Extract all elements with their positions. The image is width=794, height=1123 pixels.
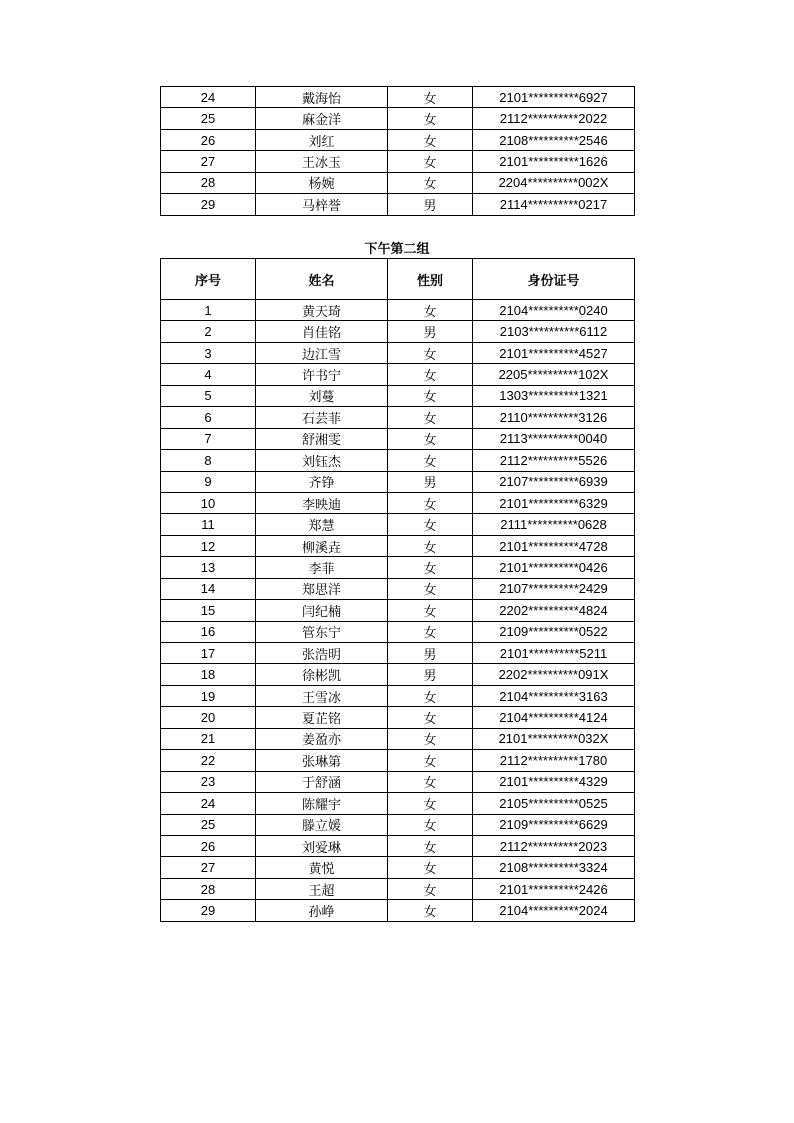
cell-name: 许书宁 (256, 364, 388, 385)
cell-number: 12 (161, 535, 256, 556)
cell-number: 19 (161, 685, 256, 706)
roster-table-body (161, 87, 635, 216)
cell-gender: 女 (388, 857, 473, 878)
cell-id-number: 2109**********6629 (473, 814, 635, 835)
cell-number: 9 (161, 471, 256, 492)
cell-id-number: 2108**********2546 (473, 129, 635, 150)
cell-name: 徐彬凯 (256, 664, 388, 685)
cell-number: 2 (161, 321, 256, 342)
cell-number: 3 (161, 342, 256, 363)
cell-id-number: 2101**********6329 (473, 492, 635, 513)
table-row (161, 557, 635, 578)
cell-id-number: 2104**********4124 (473, 707, 635, 728)
table-row (161, 492, 635, 513)
cell-id-number: 2205**********102X (473, 364, 635, 385)
cell-number: 28 (161, 878, 256, 899)
cell-id-number: 2111**********0628 (473, 514, 635, 535)
table-row (161, 151, 635, 172)
cell-id-number: 2101**********032X (473, 728, 635, 749)
cell-gender: 女 (388, 728, 473, 749)
cell-gender: 女 (388, 814, 473, 835)
cell-number: 24 (161, 87, 256, 108)
cell-number: 27 (161, 857, 256, 878)
cell-number: 22 (161, 750, 256, 771)
cell-number: 29 (161, 194, 256, 215)
cell-number: 29 (161, 900, 256, 921)
cell-name: 姜盈亦 (256, 728, 388, 749)
table-row (161, 685, 635, 706)
cell-number: 17 (161, 643, 256, 664)
cell-name: 管东宁 (256, 621, 388, 642)
cell-name: 戴海怡 (256, 87, 388, 108)
cell-name: 刘钰杰 (256, 450, 388, 471)
cell-number: 26 (161, 835, 256, 856)
cell-gender: 女 (388, 535, 473, 556)
cell-id-number: 2107**********2429 (473, 578, 635, 599)
cell-gender: 女 (388, 450, 473, 471)
cell-gender: 女 (388, 793, 473, 814)
cell-id-number: 2112**********1780 (473, 750, 635, 771)
cell-number: 11 (161, 514, 256, 535)
cell-name: 刘蔓 (256, 385, 388, 406)
cell-gender: 女 (388, 342, 473, 363)
table-row (161, 172, 635, 193)
cell-name: 王超 (256, 878, 388, 899)
table-row (161, 108, 635, 129)
header-name: 姓名 (256, 259, 388, 300)
cell-id-number: 2109**********0522 (473, 621, 635, 642)
cell-number: 24 (161, 793, 256, 814)
cell-number: 20 (161, 707, 256, 728)
cell-number: 10 (161, 492, 256, 513)
cell-number: 28 (161, 172, 256, 193)
cell-number: 18 (161, 664, 256, 685)
table-row (161, 793, 635, 814)
cell-name: 张浩明 (256, 643, 388, 664)
cell-id-number: 2101**********0426 (473, 557, 635, 578)
cell-id-number: 2101**********4329 (473, 771, 635, 792)
cell-name: 于舒涵 (256, 771, 388, 792)
cell-id-number: 2202**********4824 (473, 600, 635, 621)
cell-gender: 女 (388, 707, 473, 728)
cell-id-number: 2101**********4728 (473, 535, 635, 556)
cell-name: 夏芷铭 (256, 707, 388, 728)
cell-name: 陈耀宇 (256, 793, 388, 814)
table-row (161, 514, 635, 535)
cell-number: 6 (161, 407, 256, 428)
cell-gender: 女 (388, 87, 473, 108)
cell-id-number: 2103**********6112 (473, 321, 635, 342)
cell-gender: 女 (388, 300, 473, 321)
cell-gender: 女 (388, 771, 473, 792)
cell-id-number: 2101**********5211 (473, 643, 635, 664)
cell-name: 闫纪楠 (256, 600, 388, 621)
cell-number: 5 (161, 385, 256, 406)
cell-number: 23 (161, 771, 256, 792)
table-header-row (161, 259, 635, 300)
cell-name: 杨婉 (256, 172, 388, 193)
table-row (161, 707, 635, 728)
cell-gender: 女 (388, 685, 473, 706)
table-row (161, 857, 635, 878)
cell-gender: 女 (388, 557, 473, 578)
cell-name: 边江雪 (256, 342, 388, 363)
cell-id-number: 2104**********2024 (473, 900, 635, 921)
header-number: 序号 (161, 259, 256, 300)
cell-number: 15 (161, 600, 256, 621)
cell-gender: 男 (388, 194, 473, 215)
cell-id-number: 2101**********6927 (473, 87, 635, 108)
cell-gender: 女 (388, 492, 473, 513)
cell-id-number: 2105**********0525 (473, 793, 635, 814)
cell-number: 26 (161, 129, 256, 150)
table-row (161, 194, 635, 215)
cell-gender: 女 (388, 750, 473, 771)
cell-gender: 女 (388, 428, 473, 449)
table-row (161, 878, 635, 899)
cell-name: 齐铮 (256, 471, 388, 492)
cell-name: 郑思洋 (256, 578, 388, 599)
table-row (161, 578, 635, 599)
cell-gender: 女 (388, 514, 473, 535)
table-row (161, 87, 635, 108)
cell-name: 柳溪垚 (256, 535, 388, 556)
table-row (161, 342, 635, 363)
cell-id-number: 2101**********1626 (473, 151, 635, 172)
table-row (161, 771, 635, 792)
cell-gender: 女 (388, 878, 473, 899)
cell-number: 14 (161, 578, 256, 599)
cell-gender: 女 (388, 407, 473, 428)
cell-id-number: 2202**********091X (473, 664, 635, 685)
table-row (161, 535, 635, 556)
table-row (161, 321, 635, 342)
table-row (161, 450, 635, 471)
cell-id-number: 2101**********2426 (473, 878, 635, 899)
table-row (161, 814, 635, 835)
table-row (161, 300, 635, 321)
cell-id-number: 2104**********0240 (473, 300, 635, 321)
cell-id-number: 2114**********0217 (473, 194, 635, 215)
cell-gender: 男 (388, 643, 473, 664)
table-row (161, 728, 635, 749)
cell-number: 21 (161, 728, 256, 749)
cell-gender: 女 (388, 364, 473, 385)
cell-gender: 女 (388, 835, 473, 856)
cell-number: 1 (161, 300, 256, 321)
cell-gender: 女 (388, 172, 473, 193)
table-row (161, 428, 635, 449)
roster-table-body (161, 300, 635, 922)
table-row (161, 364, 635, 385)
cell-name: 刘红 (256, 129, 388, 150)
roster-table-continued (160, 86, 635, 216)
table-row (161, 407, 635, 428)
cell-number: 4 (161, 364, 256, 385)
cell-id-number: 2112**********5526 (473, 450, 635, 471)
cell-number: 27 (161, 151, 256, 172)
cell-gender: 女 (388, 900, 473, 921)
cell-name: 黄天琦 (256, 300, 388, 321)
cell-id-number: 2112**********2022 (473, 108, 635, 129)
cell-gender: 男 (388, 321, 473, 342)
cell-gender: 女 (388, 108, 473, 129)
cell-name: 马梓誉 (256, 194, 388, 215)
cell-gender: 女 (388, 385, 473, 406)
header-id-number: 身份证号 (473, 259, 635, 300)
cell-gender: 女 (388, 129, 473, 150)
cell-number: 13 (161, 557, 256, 578)
cell-number: 8 (161, 450, 256, 471)
cell-number: 25 (161, 814, 256, 835)
cell-name: 石芸菲 (256, 407, 388, 428)
cell-name: 肖佳铭 (256, 321, 388, 342)
cell-id-number: 2204**********002X (473, 172, 635, 193)
table-row (161, 835, 635, 856)
section-title: 下午第二组 (364, 242, 430, 257)
cell-name: 黄悦 (256, 857, 388, 878)
table-row (161, 385, 635, 406)
cell-id-number: 2107**********6939 (473, 471, 635, 492)
cell-id-number: 2112**********2023 (473, 835, 635, 856)
cell-gender: 男 (388, 664, 473, 685)
table-row (161, 750, 635, 771)
cell-id-number: 2104**********3163 (473, 685, 635, 706)
table-row (161, 471, 635, 492)
cell-gender: 男 (388, 471, 473, 492)
cell-name: 王冰玉 (256, 151, 388, 172)
cell-name: 李菲 (256, 557, 388, 578)
table-row (161, 600, 635, 621)
cell-gender: 女 (388, 600, 473, 621)
roster-table (160, 258, 635, 922)
cell-number: 7 (161, 428, 256, 449)
cell-number: 16 (161, 621, 256, 642)
cell-id-number: 2110**********3126 (473, 407, 635, 428)
cell-gender: 女 (388, 151, 473, 172)
cell-id-number: 2108**********3324 (473, 857, 635, 878)
cell-name: 麻金洋 (256, 108, 388, 129)
cell-name: 刘爱琳 (256, 835, 388, 856)
table-row (161, 621, 635, 642)
cell-id-number: 1303**********1321 (473, 385, 635, 406)
cell-name: 舒湘雯 (256, 428, 388, 449)
cell-name: 孙峥 (256, 900, 388, 921)
cell-number: 25 (161, 108, 256, 129)
cell-name: 李映迪 (256, 492, 388, 513)
table-row (161, 129, 635, 150)
cell-gender: 女 (388, 621, 473, 642)
cell-name: 郑慧 (256, 514, 388, 535)
cell-id-number: 2101**********4527 (473, 342, 635, 363)
cell-id-number: 2113**********0040 (473, 428, 635, 449)
cell-name: 王雪冰 (256, 685, 388, 706)
cell-name: 张琳第 (256, 750, 388, 771)
header-gender: 性别 (388, 259, 473, 300)
table-row (161, 643, 635, 664)
table-row (161, 900, 635, 921)
cell-gender: 女 (388, 578, 473, 599)
cell-name: 滕立媛 (256, 814, 388, 835)
table-row (161, 664, 635, 685)
